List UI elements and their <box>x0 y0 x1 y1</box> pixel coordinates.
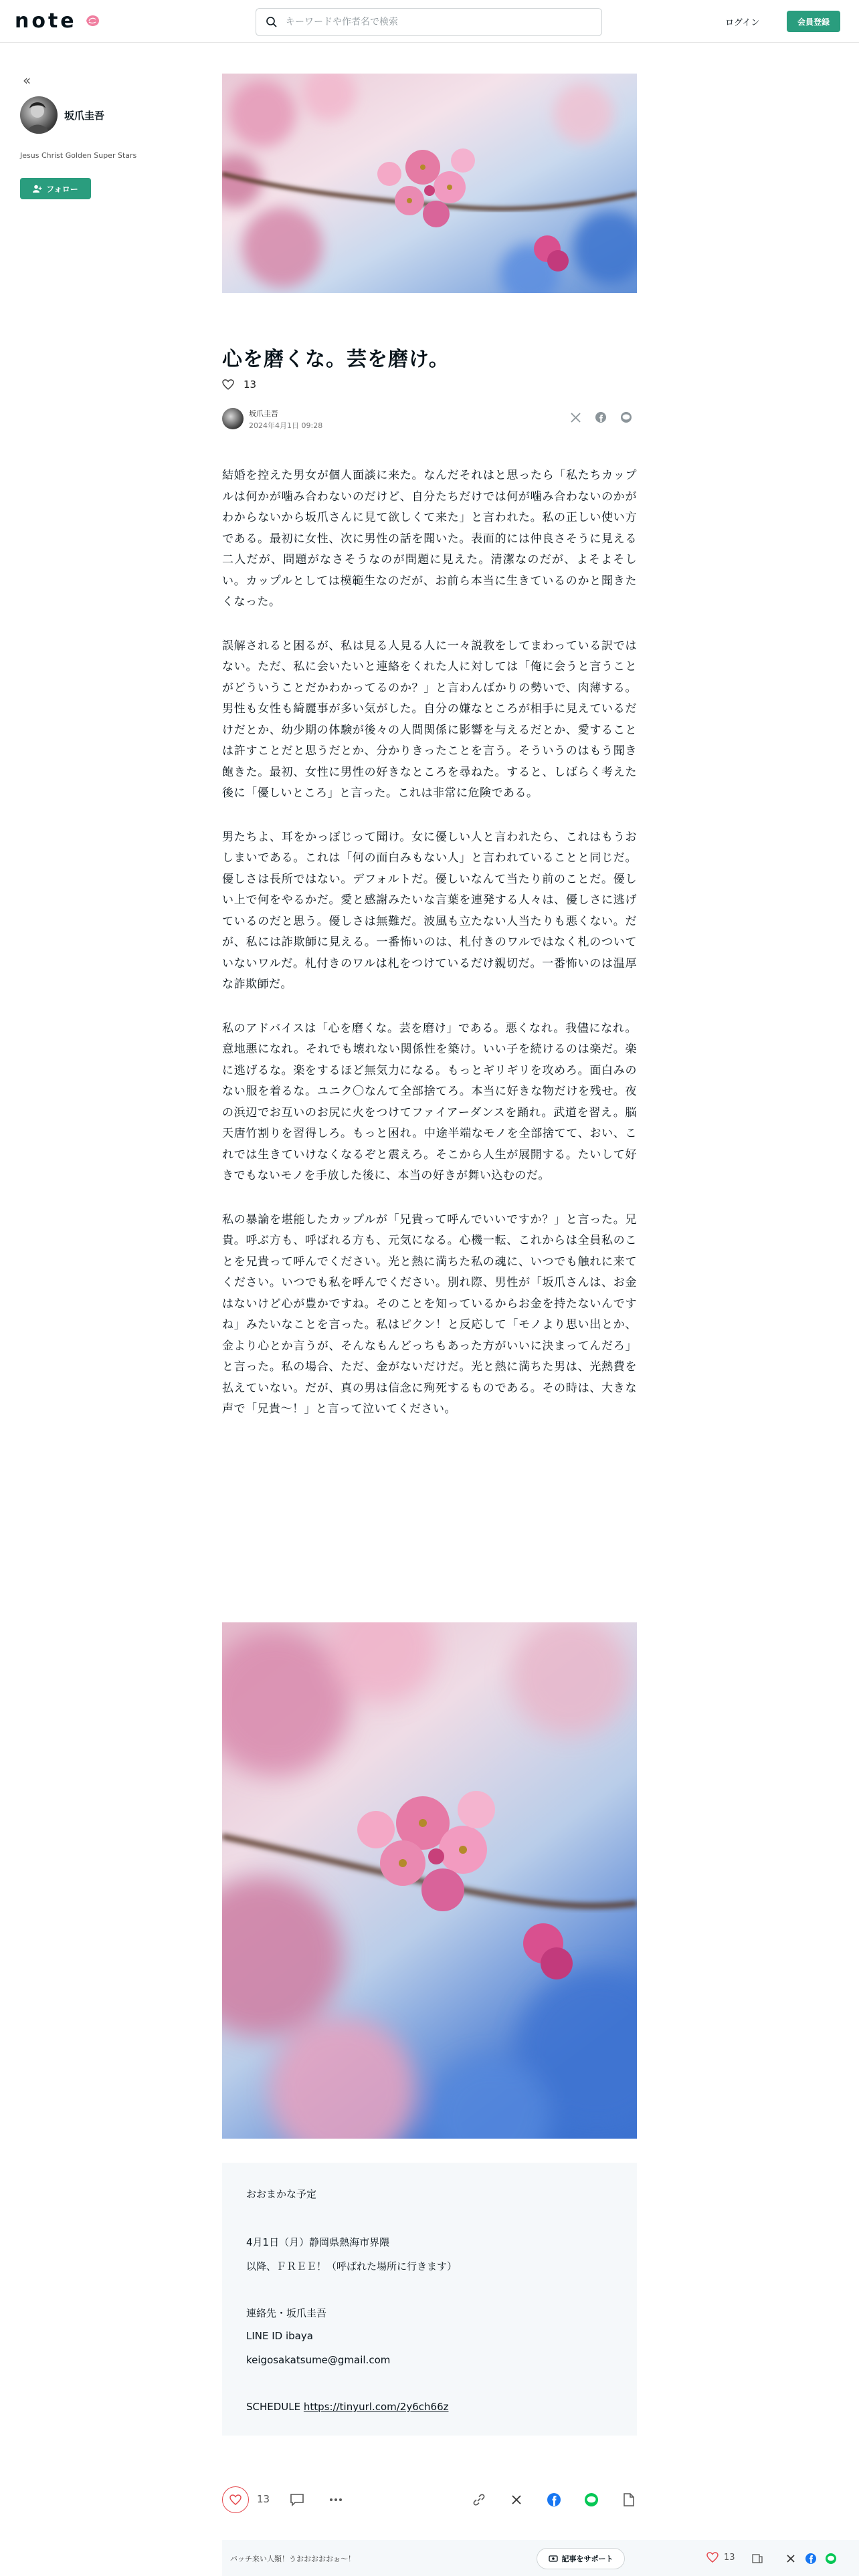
site-header <box>0 0 859 43</box>
article-paragraph: 私の暴論を堪能したカップルが「兄貴って呼んでいいですか？」と言った。兄貴。呼ぶ方も、呼ばれる方も、元気になる。心機一転、これからは全員私のことを兄貴って呼んでください。光と熱に満ちた私の魂に、いつでも触れに来てください。いつでも私を呼んでください。別れ際、男性が「坂爪さんは、お金はないけど心が豊かですね。そのことを知っているからお金を持たないんですね」みたいなことを言った。私はピクン！と反応して「モノより思い出とか、金より心とか言うが、そんなもんどっちもあった方がいいに決まってんだろ」と言った。私の場合、ただ、金がないだけだ。光と熱に満ちた男は、光熱費を払えていない。だが、真の男は信念に殉死するものである。その時は、大きな声で「兄貴〜！」と言って泣いてください。 <box>222 1212 637 1416</box>
heart-icon <box>222 379 234 390</box>
bottom-more-icon[interactable] <box>751 2552 764 2565</box>
hero-image-cherry-blossoms <box>222 74 637 293</box>
meta-author-name[interactable]: 坂爪圭吾 <box>249 409 278 418</box>
bottom-like-count: 13 <box>724 2552 735 2563</box>
schedule-line-1: 4月1日（月）静岡県熱海市界隈 <box>246 2236 390 2248</box>
follow-button[interactable] <box>20 178 91 199</box>
contact-heading: 連絡先・坂爪圭吾 <box>246 2307 327 2319</box>
bottom-line-share-icon[interactable] <box>824 2552 838 2565</box>
bottom-x-share-icon[interactable] <box>784 2552 797 2565</box>
article-title: 心を磨くな。芸を磨け。 <box>222 348 450 371</box>
search-box[interactable] <box>256 8 602 36</box>
search-input[interactable] <box>286 17 580 27</box>
info-heading: おおまかな予定 <box>246 2188 317 2200</box>
article-paragraph: 男たちよ、耳をかっぽじって聞け。女に優しい人と言われたら、これはもうおしまいである。これは「何の面白みもない人」と言われていることと同じだ。優しさは長所ではない。デフォルトだ。優しいなんて当たり前のことだ。優しい上で何をやるかだ。愛と感謝みたいな言葉を連発する人々は、優しさに逃げているのだと思う。優しさは無難だ。波風も立たない人当たりも悪くない。だが、私には詐欺師に見える。一番怖いのは、札付きのワルではなく札のついていないワルだ。札付きのワルは札をつけているだけ親切だ。一番怖いのは温厚な詐欺師だ。 <box>222 830 637 991</box>
article-meta <box>222 407 637 431</box>
schedule-link-row <box>246 2401 448 2413</box>
line-share-icon[interactable] <box>583 2492 599 2508</box>
schedule-line-2: 以降、ＦＲＥＥ！（呼ばれた場所に行きます） <box>246 2260 458 2272</box>
logo-text: note <box>15 9 77 33</box>
contact-email[interactable]: keigosakatsume@gmail.com <box>246 2354 391 2366</box>
login-link[interactable]: ログイン <box>725 17 760 28</box>
support-label: 記事をサポート <box>561 2555 613 2563</box>
facebook-share-icon[interactable] <box>594 411 607 424</box>
heart-icon <box>229 2494 242 2505</box>
article-image-cherry-blossoms <box>222 1622 637 2139</box>
register-button[interactable]: 会員登録 <box>787 11 840 32</box>
sticky-bottom-bar <box>222 2540 859 2576</box>
author-bio: Jesus Christ Golden Super Stars <box>20 151 137 160</box>
follow-label: フォロー <box>46 184 78 194</box>
facebook-share-icon[interactable] <box>546 2492 562 2508</box>
publish-date: 2024年4月1日 09:28 <box>249 421 323 430</box>
x-share-icon[interactable] <box>508 2492 524 2508</box>
x-share-icon[interactable] <box>569 411 582 424</box>
schedule-label: SCHEDULE <box>246 2401 301 2413</box>
search-icon <box>266 16 278 28</box>
share-icons <box>569 411 633 424</box>
add-user-icon <box>33 185 42 193</box>
like-count: 13 <box>244 379 257 391</box>
comment-icon[interactable] <box>289 2492 305 2508</box>
copy-link-icon[interactable] <box>471 2492 487 2508</box>
article-paragraph: 誤解されると困るが、私は見る人見る人に一々説教をしてまわっている訳ではない。ただ、私に会いたいと連絡をくれた人に対しては「俺に会うと言うことがどういうことだかわかってるのか？」と言わんばかりの勢いで、肉薄する。男性も女性も綺麗事が多い気がした。自分の嫌なところが相手に見えているだけだとか、幼少期の体験が後々の人間関係に影響を与えるだとか、愛することは許すことだと思うだとか、分かりきったことを言う。そういうのはもう聞き飽きた。最初、女性に男性の好きなところを尋ねた。すると、しばらく考えた後に「優しいところ」と言った。これは非常に危険である。 <box>222 639 637 800</box>
bottom-like-button[interactable] <box>706 2552 735 2563</box>
bottom-facebook-share-icon[interactable] <box>804 2552 818 2565</box>
embed-icon[interactable] <box>621 2492 637 2508</box>
schedule-link[interactable]: https://tinyurl.com/2y6ch66z <box>303 2401 449 2413</box>
author-name[interactable]: 坂爪圭吾 <box>64 110 105 122</box>
sakura-icon <box>84 13 102 29</box>
article-paragraph: 結婚を控えた男女が個人面談に来た。なんだそれはと思ったら「私たちカップルは何かが噛み合わないのだけど、自分たちだけでは何が噛み合わないのかがわからないから坂爪さんに見て欲しくて来た」と言われた。私の正しい使い方である。最初に女性、次に男性の話を聞いた。表面的には仲良さそうに見える二人だが、問題がなさそうなのが問題に見えた。清潔なのだが、よそよそしい。カップルとしては模範生なのだが、お前ら本当に生きているのかと聞きたくなった。 <box>222 469 637 609</box>
line-id: LINE ID ibaya <box>246 2330 313 2342</box>
article-paragraph: 私のアドバイスは「心を磨くな。芸を磨け」である。悪くなれ。我儘になれ。意地悪になれ。それでも壊れない関係性を築け。いい子を続けるのは楽だ。楽に逃げるな。楽をするほど無気力になる。もっとギリギリを攻めろ。面白みのない服を着るな。ユニク〇なんて全部捨てろ。本当に好きな物だけを残せ。夜の浜辺でお互いのお尻に火をつけてファイアーダンスを踊れ。武道を習え。脳天唐竹割りを習得しろ。もっと困れ。中途半端なモノを全部捨てて、おい、これでは生きていけなくなるぞと震えろ。そこから人生が展開する。たいして好きでもないモノを手放した後に、本当の好きが舞い込むのだ。 <box>222 1021 637 1182</box>
collapse-sidebar-icon[interactable]: « <box>23 72 31 88</box>
support-button[interactable] <box>537 2548 625 2569</box>
bottom-message: バッチ来い人類！うおおおおおぉ〜！ <box>230 2555 355 2563</box>
schedule-info-box <box>222 2163 637 2436</box>
article-body <box>222 465 637 1443</box>
author-avatar[interactable] <box>20 96 58 134</box>
like-summary[interactable] <box>222 379 256 391</box>
note-logo[interactable] <box>15 9 102 32</box>
like-count: 13 <box>257 2493 270 2505</box>
support-icon <box>549 2554 558 2563</box>
author-mini-avatar[interactable] <box>222 408 244 429</box>
article-action-bar <box>222 2484 637 2516</box>
line-share-icon[interactable] <box>619 411 633 424</box>
heart-icon <box>706 2552 719 2563</box>
like-button[interactable] <box>222 2486 249 2513</box>
more-options-icon[interactable] <box>328 2492 344 2508</box>
